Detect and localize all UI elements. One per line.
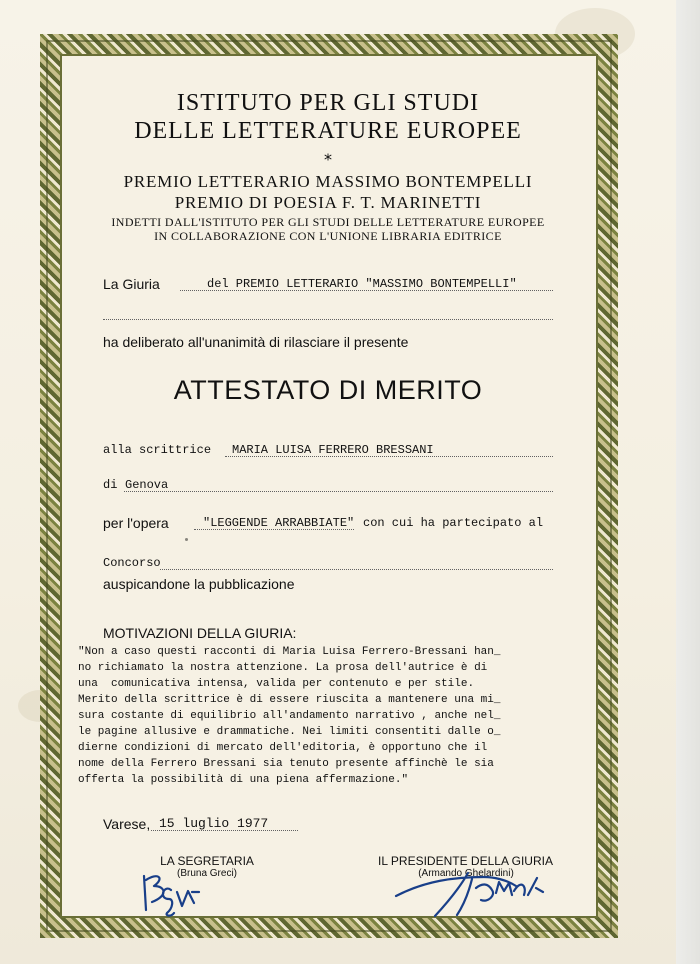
institute-title-line-2: DELLE LETTERATURE EUROPEE (134, 118, 522, 144)
opera-value: "LEGGENDE ARRABBIATE" (203, 516, 355, 530)
subtitle-line-2: IN COLLABORAZIONE CON L'UNIONE LIBRARIA EDITRICE (154, 229, 502, 243)
scan-edge (676, 0, 700, 964)
prize-line-1: PREMIO LETTERARIO MASSIMO BONTEMPELLI (123, 172, 533, 191)
opera-label: per l'opera (103, 515, 169, 531)
date-value: 15 luglio 1977 (159, 816, 269, 831)
blank-dotted-line (103, 319, 553, 320)
deliberato-text: ha deliberato all'unanimità di rilasciare il presente (103, 334, 409, 350)
city-value: Genova (125, 478, 169, 492)
concorso-dotted-line (160, 569, 553, 570)
president-name: (Armando Ghelardini) (418, 868, 514, 879)
prize-line-2: PREMIO DI POESIA F. T. MARINETTI (174, 193, 482, 212)
subtitle-line-1: INDETTI DALL'ISTITUTO PER GLI STUDI DELLE LETTERATURE EUROPEE (111, 215, 545, 229)
city-label: di (103, 478, 118, 492)
president-title: IL PRESIDENTE DELLA GIURIA (378, 854, 553, 868)
ink-spot (185, 538, 188, 541)
institute-title-line-1: ISTITUTO PER GLI STUDI (176, 90, 480, 116)
opera-suffix: con cui ha partecipato al (363, 516, 544, 530)
giuria-label: La Giuria (103, 276, 160, 292)
concorso-label: Concorso (103, 556, 161, 570)
motivation-heading: MOTIVAZIONI DELLA GIURIA: (103, 625, 297, 641)
certificate-content (68, 64, 588, 924)
attestato-title: ATTESTATO DI MERITO (173, 375, 483, 405)
secretary-name: (Bruna Greci) (176, 868, 237, 879)
recipient-label: alla scrittrice (103, 443, 212, 457)
president-signature (393, 864, 563, 924)
ornament-icon: ⁎ (324, 147, 332, 164)
secretary-title: LA SEGRETARIA (160, 854, 254, 868)
motivation-text: "Non a caso questi racconti di Maria Luisa Ferrero-Bressani han_ no richiamato la nostra attenzione. La prosa dell'autrice è di una comunicativa intensa, valida per contenuto e per stile. Merito della scrittrice è di essere riuscita a mantenere una mi_ sura costante di equilibrio all'andamento narrativo , anche nel_ le pagine allusive e drammatiche. Nei limiti consentiti dalle o_ dierne condizioni di mercato dell'editoria, è opportuno che il nome della Ferrero Bressani sia tenuto presente affinchè le sia offerta la possibilità di una piena affermazione." (78, 646, 501, 786)
giuria-value: del PREMIO LETTERARIO "MASSIMO BONTEMPELLI" (207, 277, 517, 291)
auspicandone-text: auspicandone la pubblicazione (103, 576, 295, 592)
city-dotted-line (124, 491, 553, 492)
secretary-signature (138, 868, 208, 918)
place-label: Varese, (103, 816, 151, 832)
recipient-value: MARIA LUISA FERRERO BRESSANI (232, 443, 434, 457)
